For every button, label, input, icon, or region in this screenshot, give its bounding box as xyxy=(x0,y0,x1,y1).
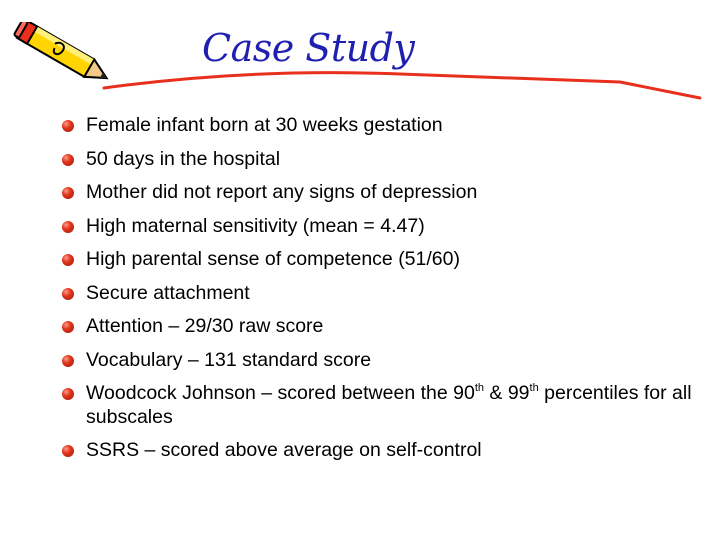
woodcock-text-3: percentiles for all subscales xyxy=(86,382,692,428)
list-item-woodcock xyxy=(60,382,700,429)
bullet-orb-icon xyxy=(62,154,74,166)
bullet-orb-icon xyxy=(62,254,74,266)
woodcock-text-1: Woodcock Johnson – scored between the 90 xyxy=(86,382,475,404)
bullet-text: High parental sense of competence (51/60) xyxy=(86,248,460,270)
bullet-list xyxy=(60,114,700,473)
bullet-orb-icon xyxy=(62,187,74,199)
bullet-orb-icon xyxy=(62,321,74,333)
bullet-text: Attention – 29/30 raw score xyxy=(86,315,324,337)
bullet-text: Secure attachment xyxy=(86,281,250,304)
bullet-orb-icon xyxy=(62,221,74,233)
bullet-text: High maternal sensitivity (mean = 4.47) xyxy=(86,214,425,237)
list-item xyxy=(60,148,700,172)
bullet-orb-icon xyxy=(62,355,74,367)
bullet-text: Female infant born at 30 weeks gestation xyxy=(86,114,443,136)
list-item xyxy=(60,315,700,339)
bullet-text: Vocabulary – 131 standard score xyxy=(86,348,372,371)
bullet-orb-icon xyxy=(62,388,74,400)
list-item xyxy=(60,114,700,138)
bullet-orb-icon xyxy=(62,445,74,457)
bullet-text: Mother did not report any signs of depression xyxy=(86,181,478,203)
ordinal-suffix: th xyxy=(474,382,484,394)
list-item xyxy=(60,439,700,463)
list-item xyxy=(60,215,700,239)
woodcock-text-2: & 99 xyxy=(484,382,530,404)
bullet-orb-icon xyxy=(62,120,74,132)
ordinal-suffix: th xyxy=(529,382,539,394)
list-item xyxy=(60,248,700,272)
bullet-text: SSRS – scored above average on self-control xyxy=(86,439,482,461)
list-item xyxy=(60,349,700,373)
list-item xyxy=(60,282,700,306)
bullet-orb-icon xyxy=(62,288,74,300)
bullet-text: 50 days in the hospital xyxy=(86,147,281,170)
title-underline xyxy=(100,64,710,104)
slide-title: Case Study xyxy=(202,26,415,70)
list-item xyxy=(60,181,700,205)
